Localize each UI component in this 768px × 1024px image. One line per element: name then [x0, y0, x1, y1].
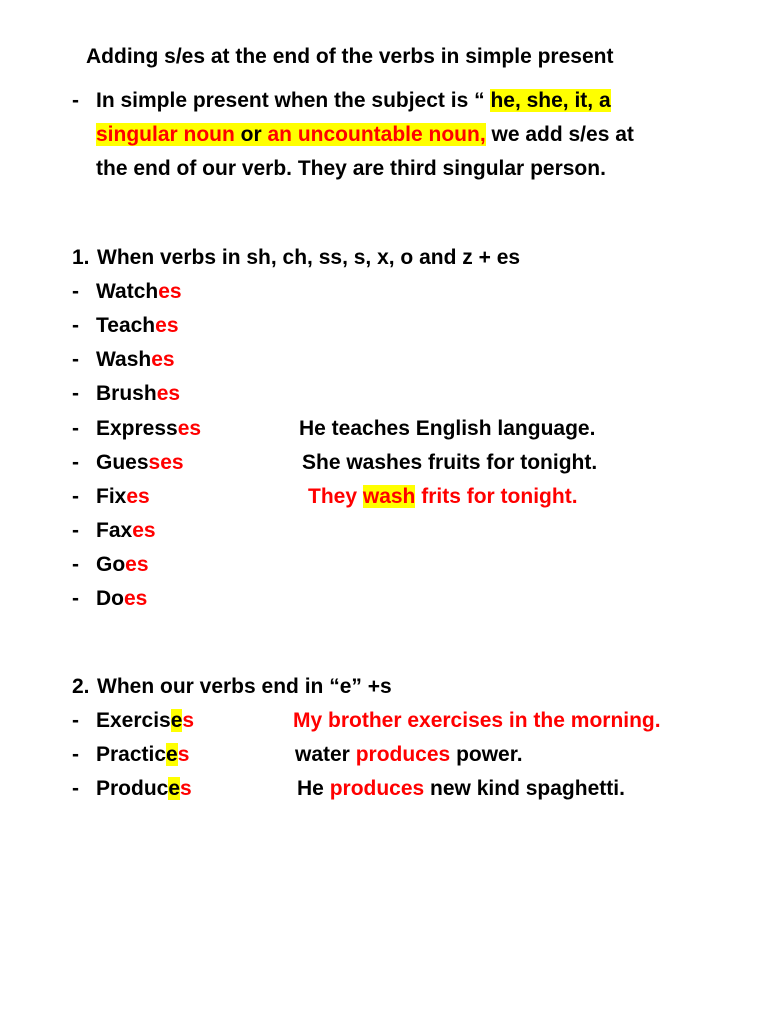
- example-text: frits for tonight.: [415, 485, 578, 508]
- list-dash: -: [72, 553, 79, 576]
- list-dash: -: [72, 485, 79, 508]
- example-text: They: [308, 485, 363, 508]
- list-dash: -: [72, 709, 79, 732]
- intro-line-1: [96, 84, 611, 118]
- verb-stem: Watch: [96, 280, 159, 303]
- highlight-wash: wash: [362, 485, 416, 508]
- verb-item-exercises: [96, 704, 194, 738]
- verb-item-does: [96, 582, 147, 616]
- verb-stem: Brush: [96, 382, 157, 405]
- highlight-pronouns: he, she, it, a: [490, 89, 611, 112]
- list-dash: -: [72, 89, 79, 112]
- intro-line-2: [96, 118, 634, 152]
- example-verb: produces: [329, 777, 425, 800]
- highlight-e: e: [168, 777, 181, 800]
- example-text: new kind spaghetti.: [424, 777, 625, 800]
- list-dash: -: [72, 519, 79, 542]
- verb-item-fixes: [96, 480, 150, 514]
- example-text: power.: [450, 743, 523, 766]
- verb-item-washes: [96, 343, 175, 377]
- section-2-number: 2.: [72, 675, 90, 698]
- verb-stem: Fix: [96, 485, 127, 508]
- verb-stem: Express: [96, 417, 178, 440]
- verb-stem: Fax: [96, 519, 133, 542]
- verb-suffix: ses: [148, 451, 184, 474]
- example-text: water: [295, 743, 356, 766]
- verb-stem: Wash: [96, 348, 152, 371]
- list-dash: -: [72, 777, 79, 800]
- verb-suffix: es: [124, 587, 148, 610]
- verb-item-produces: [96, 772, 192, 806]
- verb-stem: Produc: [96, 777, 169, 800]
- verb-suffix: es: [155, 314, 179, 337]
- list-dash: -: [72, 743, 79, 766]
- highlight-singular-noun: singular noun: [96, 123, 235, 146]
- example-sentence-2: She washes fruits for tonight.: [302, 451, 598, 474]
- intro-line-3: the end of our verb. They are third singular person.: [96, 157, 606, 180]
- verb-item-expresses: [96, 412, 201, 446]
- verb-item-watches: [96, 275, 182, 309]
- verb-item-brushes: [96, 377, 180, 411]
- example-verb: produces: [355, 743, 451, 766]
- intro-text: we add s/es at: [485, 123, 634, 146]
- verb-suffix: es: [158, 280, 182, 303]
- list-dash: -: [72, 314, 79, 337]
- verb-suffix: s: [182, 709, 195, 732]
- example-text: He: [297, 777, 330, 800]
- verb-suffix: es: [125, 553, 149, 576]
- example-sentence-6: [297, 772, 625, 806]
- verb-item-guesses: [96, 446, 184, 480]
- verb-suffix: es: [151, 348, 175, 371]
- verb-stem: Exercis: [96, 709, 171, 732]
- highlight-or: or: [234, 123, 268, 146]
- verb-stem: Gues: [96, 451, 149, 474]
- page-title: Adding s/es at the end of the verbs in simple present: [86, 45, 614, 68]
- section-1-number: 1.: [72, 246, 90, 269]
- list-dash: -: [72, 348, 79, 371]
- example-sentence-3: [308, 480, 578, 514]
- list-dash: -: [72, 382, 79, 405]
- list-dash: -: [72, 587, 79, 610]
- list-dash: -: [72, 280, 79, 303]
- verb-suffix: es: [132, 519, 156, 542]
- example-sentence-5: [295, 738, 523, 772]
- verb-suffix: s: [180, 777, 192, 800]
- highlight-e: e: [170, 709, 183, 732]
- section-1-heading: When verbs in sh, ch, ss, s, x, o and z + es: [97, 246, 521, 269]
- verb-stem: Teach: [96, 314, 156, 337]
- verb-stem: Go: [96, 553, 126, 576]
- highlight-uncountable-noun: an uncountable noun,: [267, 123, 486, 146]
- verb-item-teaches: [96, 309, 179, 343]
- verb-suffix: es: [156, 382, 181, 405]
- verb-item-faxes: [96, 514, 156, 548]
- verb-suffix: es: [126, 485, 150, 508]
- list-dash: -: [72, 417, 79, 440]
- verb-item-goes: [96, 548, 149, 582]
- example-sentence-1: He teaches English language.: [299, 417, 596, 440]
- verb-item-practices: [96, 738, 189, 772]
- verb-stem: Do: [96, 587, 124, 610]
- example-sentence-4: My brother exercises in the morning.: [293, 709, 661, 732]
- verb-suffix: es: [177, 417, 202, 440]
- section-2-heading: When our verbs end in “e” +s: [97, 675, 392, 698]
- verb-stem: Practic: [96, 743, 167, 766]
- intro-text: In simple present when the subject is “: [96, 89, 491, 112]
- highlight-e: e: [166, 743, 178, 766]
- list-dash: -: [72, 451, 79, 474]
- verb-suffix: s: [177, 743, 190, 766]
